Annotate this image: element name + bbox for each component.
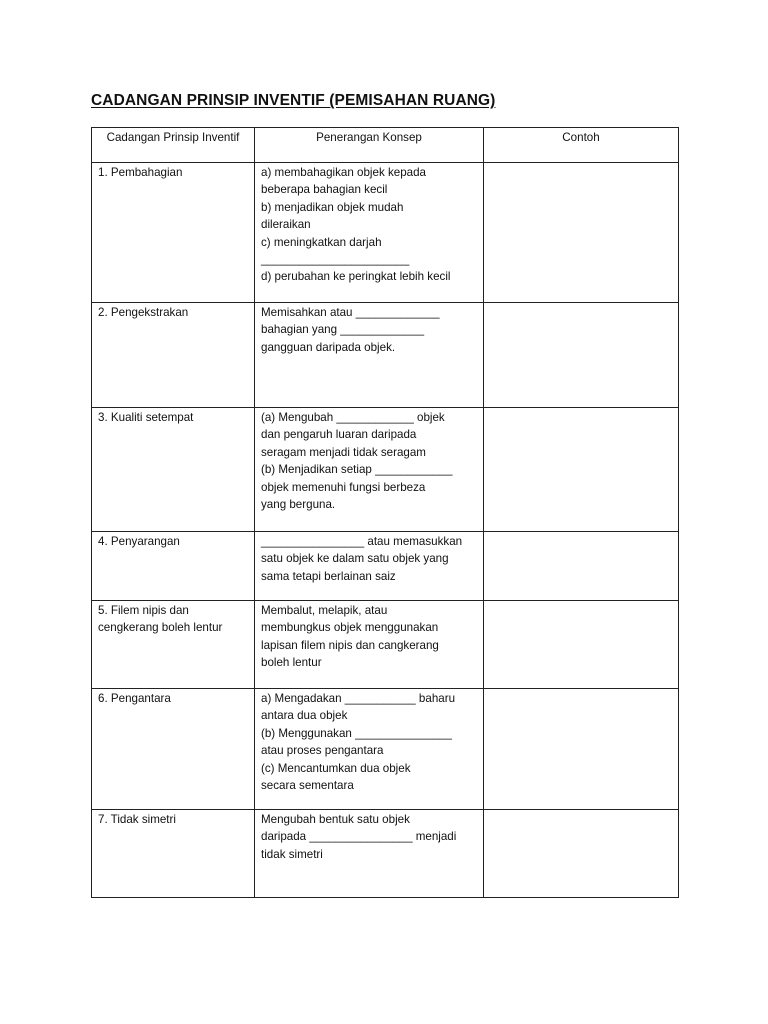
concept-line: Mengubah bentuk satu objek [261,813,410,826]
concept-line: tidak simetri [261,847,323,861]
example-cell [484,810,679,898]
example-cell [484,408,679,532]
principle-label: 7. Tidak simetri [98,813,176,826]
example-cell [484,689,679,810]
concept-line: membungkus objek menggunakan [261,621,439,635]
principle-cell [92,601,255,689]
principle-cell [92,163,255,303]
concept-line: _______________________ [261,253,410,267]
concept-line: a) Mengadakan ___________ baharu [261,692,456,705]
concept-line: (a) Mengubah ____________ objek [261,411,445,424]
principle-cell [92,408,255,532]
example-cell [484,601,679,689]
header-principle: Cadangan Prinsip Inventif [92,128,255,163]
principle-label: cengkerang boleh lentur [98,621,223,635]
concept-line: antara dua objek [261,709,348,723]
concept-line: secara sementara [261,779,354,793]
concept-line: d) perubahan ke peringkat lebih kecil [261,270,451,284]
example-cell [484,303,679,408]
table-row [92,689,679,810]
example-cell [484,532,679,601]
concept-line: daripada ________________ menjadi [261,830,457,844]
concept-cell [255,532,484,601]
concept-line: (b) Menggunakan _______________ [261,726,452,740]
principle-label: 6. Pengantara [98,692,171,705]
table-row [92,408,679,532]
concept-line: atau proses pengantara [261,744,384,758]
concept-line: objek memenuhi fungsi berbeza [261,480,426,494]
table-header-row [92,128,679,163]
concept-line: a) membahagikan objek kepada [261,166,426,179]
header-example: Contoh [484,128,679,163]
concept-line: ________________ atau memasukkan [261,535,463,548]
table-row [92,601,679,689]
concept-line: boleh lentur [261,656,322,670]
principle-cell [92,303,255,408]
concept-line: sama tetapi berlainan saiz [261,569,396,583]
concept-line: satu objek ke dalam satu objek yang [261,552,449,566]
principle-label: 4. Penyarangan [98,535,180,548]
concept-line: Memisahkan atau _____________ [261,306,440,319]
concept-line: b) menjadikan objek mudah [261,200,404,214]
principle-cell [92,532,255,601]
table-row [92,163,679,303]
concept-line: bahagian yang _____________ [261,323,425,337]
concept-cell [255,810,484,898]
concept-line: yang berguna. [261,498,336,512]
principle-label: 3. Kualiti setempat [98,411,194,424]
concept-line: (b) Menjadikan setiap ____________ [261,463,453,477]
concept-cell [255,408,484,532]
concept-line: seragam menjadi tidak seragam [261,445,426,459]
principle-label: 5. Filem nipis dan [98,604,189,617]
concept-line: dan pengaruh luaran daripada [261,428,417,442]
principle-label: 2. Pengekstrakan [98,306,189,319]
concept-line: beberapa bahagian kecil [261,183,388,197]
concept-line: (c) Mencantumkan dua objek [261,761,411,775]
header-concept: Penerangan Konsep [255,128,484,163]
table-row [92,303,679,408]
example-cell [484,163,679,303]
concept-cell [255,303,484,408]
concept-cell [255,689,484,810]
concept-line: Membalut, melapik, atau [261,604,388,617]
concept-line: c) meningkatkan darjah [261,235,382,249]
table-row [92,810,679,898]
concept-line: dileraikan [261,218,311,232]
concept-line: lapisan filem nipis dan cangkerang [261,638,439,652]
concept-cell [255,601,484,689]
page-title: CADANGAN PRINSIP INVENTIF (PEMISAHAN RUANG) [91,92,496,109]
principle-label: 1. Pembahagian [98,166,183,179]
principle-cell [92,810,255,898]
principles-table [91,127,679,898]
principle-cell [92,689,255,810]
concept-cell [255,163,484,303]
table-row [92,532,679,601]
concept-line: gangguan daripada objek. [261,340,396,354]
